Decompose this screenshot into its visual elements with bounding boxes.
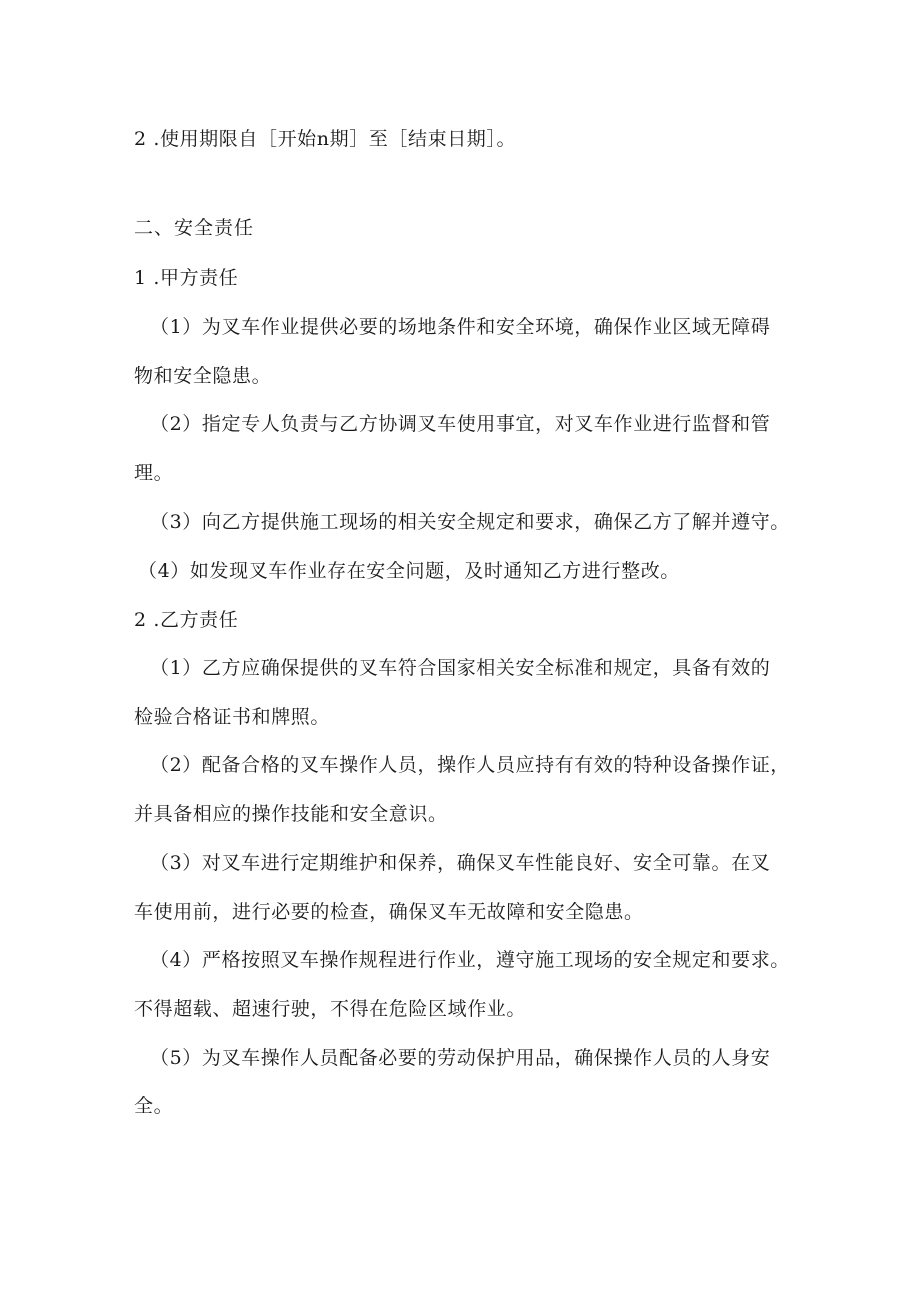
party-a-heading: 1 .甲方责任: [134, 267, 239, 289]
party-a-item-2-line-2: 理。: [134, 462, 174, 484]
party-b-heading: 2 .乙方责任: [134, 609, 239, 631]
party-b-item-1-line-2: 检验合格证书和牌照。: [134, 706, 331, 728]
section-title: 二、安全责任: [134, 217, 255, 239]
party-a-item-1-line-1: （1）为叉车作业提供必要的场地条件和安全环境，确保作业区域无障碍: [150, 316, 771, 338]
party-b-item-4-line-2: 不得超载、超速行驶，不得在危险区域作业。: [134, 998, 527, 1020]
party-a-item-2-line-1: （2）指定专人负责与乙方协调叉车使用事宜，对叉车作业进行监督和管: [150, 413, 771, 435]
party-a-item-1-line-2: 物和安全隐患。: [134, 365, 272, 387]
party-b-item-5-line-1: （5）为叉车操作人员配备必要的劳动保护用品，确保操作人员的人身安: [150, 1047, 771, 1069]
party-b-item-2-line-1: （2）配备合格的叉车操作人员，操作人员应持有有效的特种设备操作证，: [150, 754, 790, 776]
party-a-item-4: （4）如发现叉车作业存在安全问题，及时通知乙方进行整改。: [138, 560, 680, 582]
party-b-item-3-line-2: 车使用前，进行必要的检查，确保叉车无故障和安全隐患。: [134, 901, 644, 923]
usage-term-line: 2 .使用期限自［开始n期］至［结束日期］。: [134, 128, 517, 150]
party-a-item-3: （3）向乙方提供施工现场的相关安全规定和要求，确保乙方了解并遵守。: [150, 511, 790, 533]
party-b-item-1-line-1: （1）乙方应确保提供的叉车符合国家相关安全标准和规定，具备有效的: [150, 657, 771, 679]
party-b-item-3-line-1: （3）对叉车进行定期维护和保养，确保叉车性能良好、安全可靠。在叉: [150, 852, 771, 874]
party-b-item-4-line-1: （4）严格按照叉车操作规程进行作业，遵守施工现场的安全规定和要求。: [150, 949, 790, 971]
party-b-item-5-line-2: 全。: [134, 1095, 174, 1117]
party-b-item-2-line-2: 并具备相应的操作技能和安全意识。: [134, 803, 448, 825]
